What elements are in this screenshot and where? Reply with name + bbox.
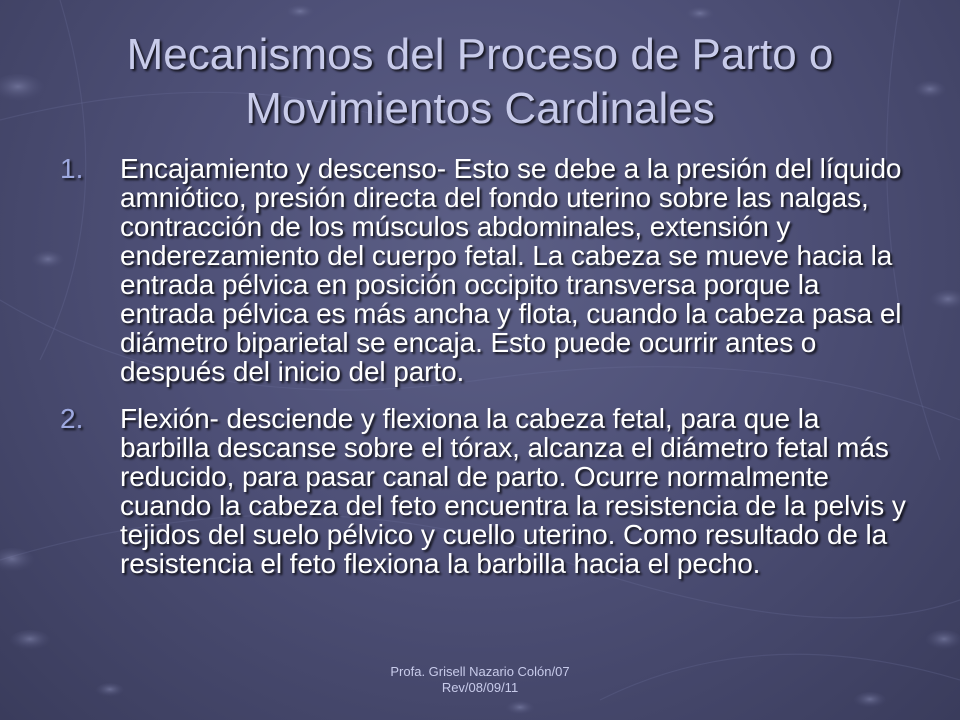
list-item [52,404,912,578]
slide-footer [330,664,630,696]
footer-revision: Rev/08/09/11 [441,680,519,695]
slide-title: Mecanismos del Proceso de Parto o Movimientos Cardinales [126,30,834,133]
list-item [52,154,912,386]
content-list [52,154,912,596]
item-number: 1. [60,153,84,184]
item-text: Flexión- desciende y flexiona la cabeza fetal, para que la barbilla descanse sobre el tórax, alcanza el diámetro fetal más reducido, para pasar canal de parto. Ocurre normalmente cuando la cabeza del feto encuentra la resistencia de la pelvis y tejidos del suelo pélvico y cuello uterino. Como resultado de la resistencia el feto flexiona la barbilla hacia el pecho. [120,403,906,579]
item-number: 2. [60,403,84,434]
item-text: Encajamiento y descenso- Esto se debe a la presión del líquido amniótico, presión directa del fondo uterino sobre las nalgas, contracción de los músculos abdominales, extensión y enderezamiento del cuerpo fetal. La cabeza se mueve hacia la entrada pélvica en posición occipito transversa porque la entrada pélvica es más ancha y flota, cuando la cabeza pasa el diámetro biparietal se encaja. Esto puede ocurrir antes o después del inicio del parto. [120,153,902,387]
footer-author: Profa. Grisell Nazario Colón/07 [390,664,570,679]
